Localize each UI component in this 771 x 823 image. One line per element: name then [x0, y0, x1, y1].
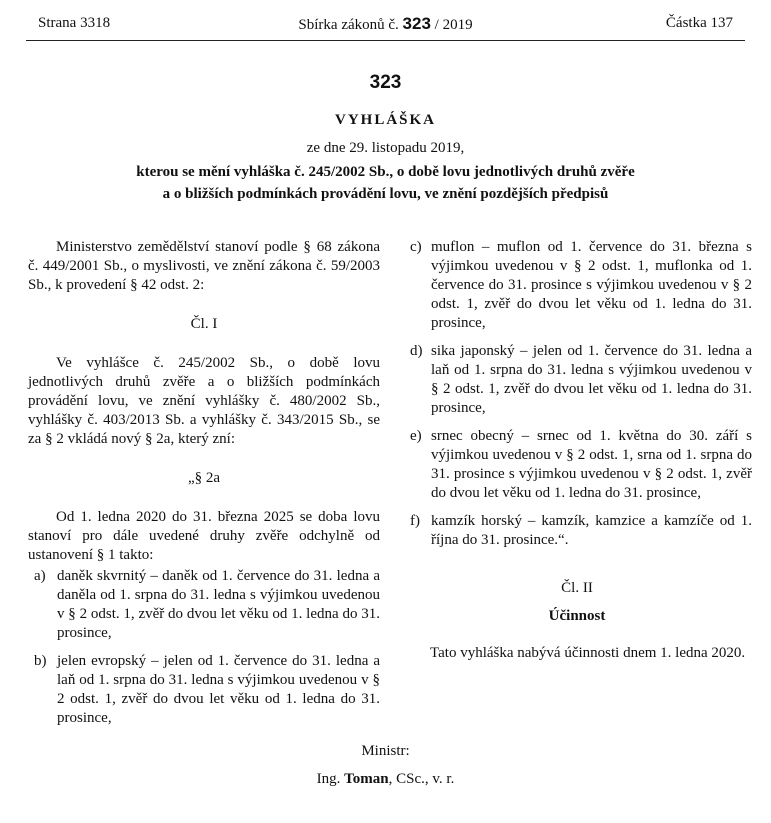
list-item-text: sika japonský – jelen od 1. července do 31. ledna a laň od 1. srpna do 31. ledna s výjimkou uvedenou v § 2 odst. 1, zvěř do dvou let věku od 1. ledna do 31. prosince, [431, 343, 752, 416]
list-item [402, 342, 752, 418]
list-item-text: daněk skvrnitý – daněk od 1. července do 31. ledna a daněla od 1. srpna do 31. ledna s výjimkou uvedenou v § 2 odst. 1, zvěř do dvou let věku od 1. ledna do 31. prosince, [57, 568, 380, 641]
article-2-heading: Čl. II [561, 580, 593, 596]
list-item-letter: a) [34, 568, 46, 584]
page-number: Strana 3318 [38, 15, 111, 31]
list-item-letter: c) [410, 239, 422, 255]
signature-title: Ing. [316, 771, 341, 787]
list-item-letter: e) [410, 428, 422, 444]
list-item-text: jelen evropský – jelen od 1. července do 31. ledna a laň od 1. srpna do 31. ledna s výjimkou uvedenou v § 2 odst. 1, zvěř do dvou let věku od 1. ledna do 31. prosince, [57, 653, 380, 726]
article-2-title: Účinnost [548, 608, 606, 624]
collection-prefix: Sbírka zákonů č. [298, 17, 399, 33]
list-item [28, 567, 380, 643]
document-title-line1: kterou se mění vyhláška č. 245/2002 Sb., o době lovu jednotlivých druhů zvěře [136, 164, 635, 180]
article-1-text: Ve vyhlášce č. 245/2002 Sb., o době lovu jednotlivých druhů zvěře a o bližších podmínkách provádění lovu, ve znění vyhlášky č. 480/2002 Sb., vyhlášky č. 403/2013 Sb. a vyhlášky č. 343/2015 Sb., se za § 2 vkládá nový § 2a, který zní: [28, 355, 380, 447]
signature-name: Toman [344, 771, 389, 787]
collection-title [38, 14, 733, 35]
document-title-line2: a o bližších podmínkách provádění lovu, ve znění pozdějších předpisů [162, 186, 609, 202]
left-column [28, 238, 380, 737]
header-divider [26, 40, 745, 41]
document-kind: VYHLÁŠKA [334, 112, 436, 128]
section-2a-text: Od 1. ledna 2020 do 31. března 2025 se doba lovu stanoví pro dále uvedené druhy zvěře odchylně od ustanovení § 1 takto: [28, 509, 380, 563]
signature-line [0, 770, 771, 789]
list-item-text: muflon – muflon od 1. července do 31. března s výjimkou uvedenou v § 2 odst. 1, muflonka od 1. července do 31. prosince s výjimkou uvedenou v § 2 odst. 1, zvěř do dvou let věku od 1. ledna do 31. prosince, [431, 239, 752, 331]
collection-number: 323 [402, 14, 431, 33]
list-item-text: srnec obecný – srnec od 1. května do 30. září s výjimkou uvedenou v § 2 odst. 1, srna od 1. srpna do 31. prosince s výjimkou uvedenou v § 2 odst. 1, zvěř do dvou let věku od 1. ledna do 31. prosince, [431, 428, 752, 501]
page-header [38, 14, 733, 36]
list-item [28, 652, 380, 728]
document-date: ze dne 29. listopadu 2019, [306, 140, 465, 156]
list-item [402, 238, 752, 333]
list-item [402, 512, 752, 550]
signature-suffix: , CSc., v. r. [388, 771, 455, 787]
article-2-text: Tato vyhláška nabývá účinnosti dnem 1. ledna 2020. [430, 645, 746, 661]
signature-role: Ministr: [361, 743, 410, 759]
list-item-letter: f) [410, 513, 420, 529]
right-column [402, 238, 752, 663]
article-1-heading: Čl. I [190, 316, 218, 332]
intro-paragraph: Ministerstvo zemědělství stanoví podle § 68 zákona č. 449/2001 Sb., o myslivosti, ve znění zákona č. 59/2003 Sb., k provedení § 42 odst. 2: [28, 239, 380, 293]
document-number: 323 [369, 72, 402, 93]
list-item-letter: d) [410, 343, 423, 359]
list-item-letter: b) [34, 653, 47, 669]
section-2a-heading: „§ 2a [187, 470, 221, 486]
list-item-text: kamzík horský – kamzík, kamzice a kamzíče od 1. října do 31. prosince.“. [431, 513, 752, 548]
list-item [402, 427, 752, 503]
collection-year: / 2019 [434, 17, 473, 33]
part-number: Částka 137 [665, 15, 733, 31]
